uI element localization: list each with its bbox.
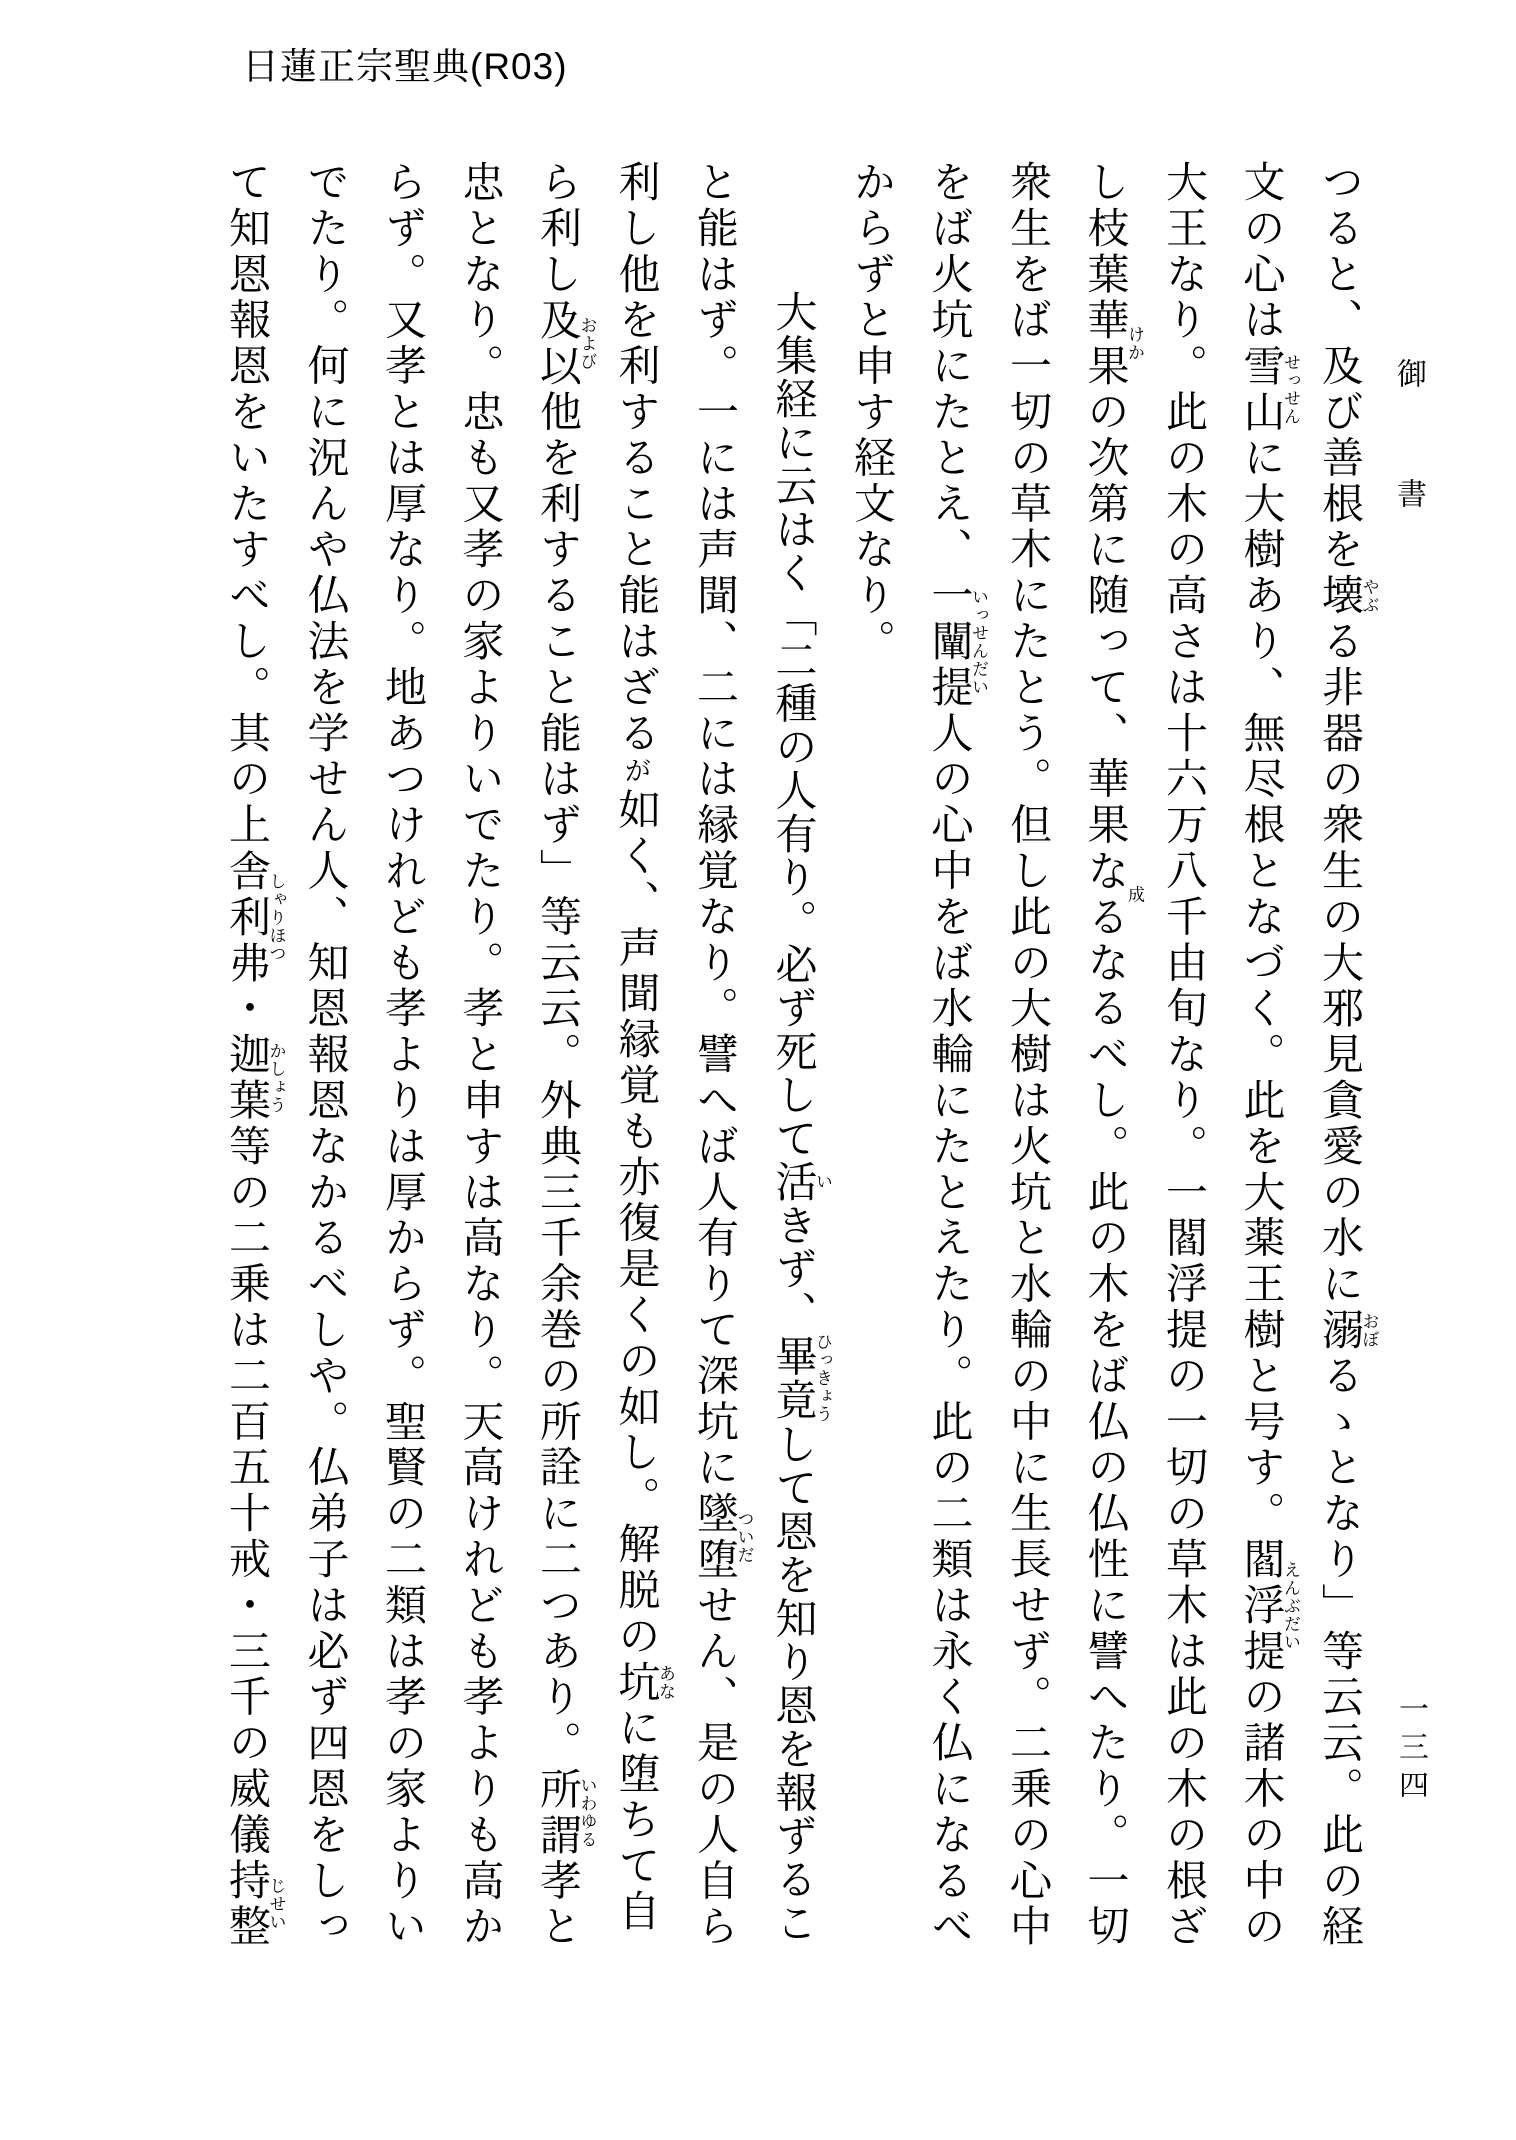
furigana: えんぶだい xyxy=(1281,1537,1300,1675)
furigana: いっせんだい xyxy=(969,573,988,711)
running-head-gosho: 御書 xyxy=(1392,358,1425,598)
furigana: 成 xyxy=(1125,848,1144,941)
ruby-annotated-text: 舎利弗しゃりほつ xyxy=(223,848,286,987)
furigana: かしょう xyxy=(266,1032,286,1124)
ruby-annotated-text: 一闡提いっせんだい xyxy=(925,573,988,711)
page-number: 一三四 xyxy=(1394,1693,1427,1807)
text-line-14: でたり。何に況んや仏法を学せん人、知恩報恩なかるべしや。仏弟子は必ず四恩をしっ xyxy=(301,160,348,1951)
ruby-annotated-text: 華果けか xyxy=(1081,297,1144,390)
text-line-13: らず。又孝とは厚なり。地あつけれども孝よりは厚からず。聖賢の二類は孝の家よりい xyxy=(379,160,425,1951)
ruby-annotated-text: 墜堕ついだ xyxy=(691,1491,754,1583)
furigana: ついだ xyxy=(734,1491,754,1583)
furigana: おぼ xyxy=(1359,1307,1379,1354)
text-line-1: つると、及び善根を壊やぶる非器の衆生の大邪見貪愛の水に溺おぼるゝとなり」等云云。此の経 xyxy=(1316,160,1379,1951)
furigana: やぶ xyxy=(1359,573,1379,620)
text-line-8: 大集経に云はく「二種の人有り。必ず死して活いきず、畢竟ひっきょうして恩を知り恩を報ずるこ xyxy=(769,290,832,1945)
ruby-annotated-text: 迦葉かしょう xyxy=(223,1032,286,1124)
text-line-12: 忠となり。忠も又孝の家よりいでたり。孝と申すは高なり。天高けれども孝よりも高か xyxy=(456,160,503,1951)
body-text xyxy=(207,160,1379,1956)
ruby-annotated-text: 活い xyxy=(769,1160,832,1204)
furigana: けか xyxy=(1125,297,1144,390)
furigana: ひっきょう xyxy=(813,1333,832,1424)
text-line-2: 文の心は雪山せっせんに大樹あり、無尽根となづく。此を大薬王樹と号す。閻浮提えんぶだいの諸木の中の xyxy=(1237,160,1300,1951)
small-inserted-kana: が xyxy=(620,756,651,788)
ruby-annotated-text: 溺おぼ xyxy=(1316,1307,1379,1354)
ruby-annotated-text: 畢竟ひっきょう xyxy=(769,1333,832,1424)
ruby-annotated-text: 持整じせい xyxy=(223,1858,286,1951)
document-title-header: 日蓮正宗聖典(R03) xyxy=(242,46,568,87)
text-line-4: し枝葉華果けかの次第に随って、華果なる成なるべし。此の木をば仏の仏性に譬へたり。一切 xyxy=(1081,160,1144,1951)
furigana: じせい xyxy=(266,1858,286,1951)
ruby-annotated-text: 坑あな xyxy=(612,1659,675,1706)
ruby-annotated-text: 閻浮提えんぶだい xyxy=(1237,1537,1300,1675)
text-line-9: と能はず。一には声聞、二には縁覚なり。譬へば人有りて深坑に墜堕ついだせん、是の人自ら xyxy=(691,160,754,1951)
furigana: せっせん xyxy=(1281,343,1300,436)
text-line-10: 利し他を利すること能はざるが如く、声聞縁覚も亦復是くの如し。解脱の坑あなに堕ちて自 xyxy=(612,160,675,1936)
ruby-annotated-text: 及以および xyxy=(534,297,597,390)
text-line-5: 衆生をば一切の草木にたとう。但し此の大樹は火坑と水輪の中に生長せず。二乗の心中 xyxy=(1004,160,1050,1951)
text-line-11: ら利し及以および他を利すること能はず」等云云。外典三千余巻の所詮に二つあり。所謂いわゆる孝と xyxy=(534,160,597,1951)
text-line-15: て知恩報恩をいたすべし。其の上舎利弗しゃりほつ・迦葉かしょう等の二乗は二百五十戒・三千の威儀持整じせい xyxy=(223,160,286,1951)
text-line-7: からずと申す経文なり。 xyxy=(848,160,894,665)
furigana: あな xyxy=(656,1659,675,1706)
text-line-6: をば火坑にたとえ、一闡提いっせんだい人の心中をば水輪にたとえたり。此の二類は永く仏になるべ xyxy=(925,160,988,1951)
furigana: および xyxy=(577,297,597,390)
furigana: しゃりほつ xyxy=(266,848,286,987)
ruby-annotated-text: 所謂いわゆる xyxy=(534,1766,597,1859)
furigana: い xyxy=(813,1160,832,1204)
ruby-annotated-text: 雪山せっせん xyxy=(1237,343,1300,436)
ruby-annotated-text: 壊やぶ xyxy=(1316,573,1379,620)
furigana: いわゆる xyxy=(577,1766,597,1859)
ruby-annotated-text: なる成 xyxy=(1081,848,1144,941)
text-line-3: 大王なり。此の木の高さは十六万八千由旬なり。一閻浮提の一切の草木は此の木の根ざ xyxy=(1160,160,1206,1951)
